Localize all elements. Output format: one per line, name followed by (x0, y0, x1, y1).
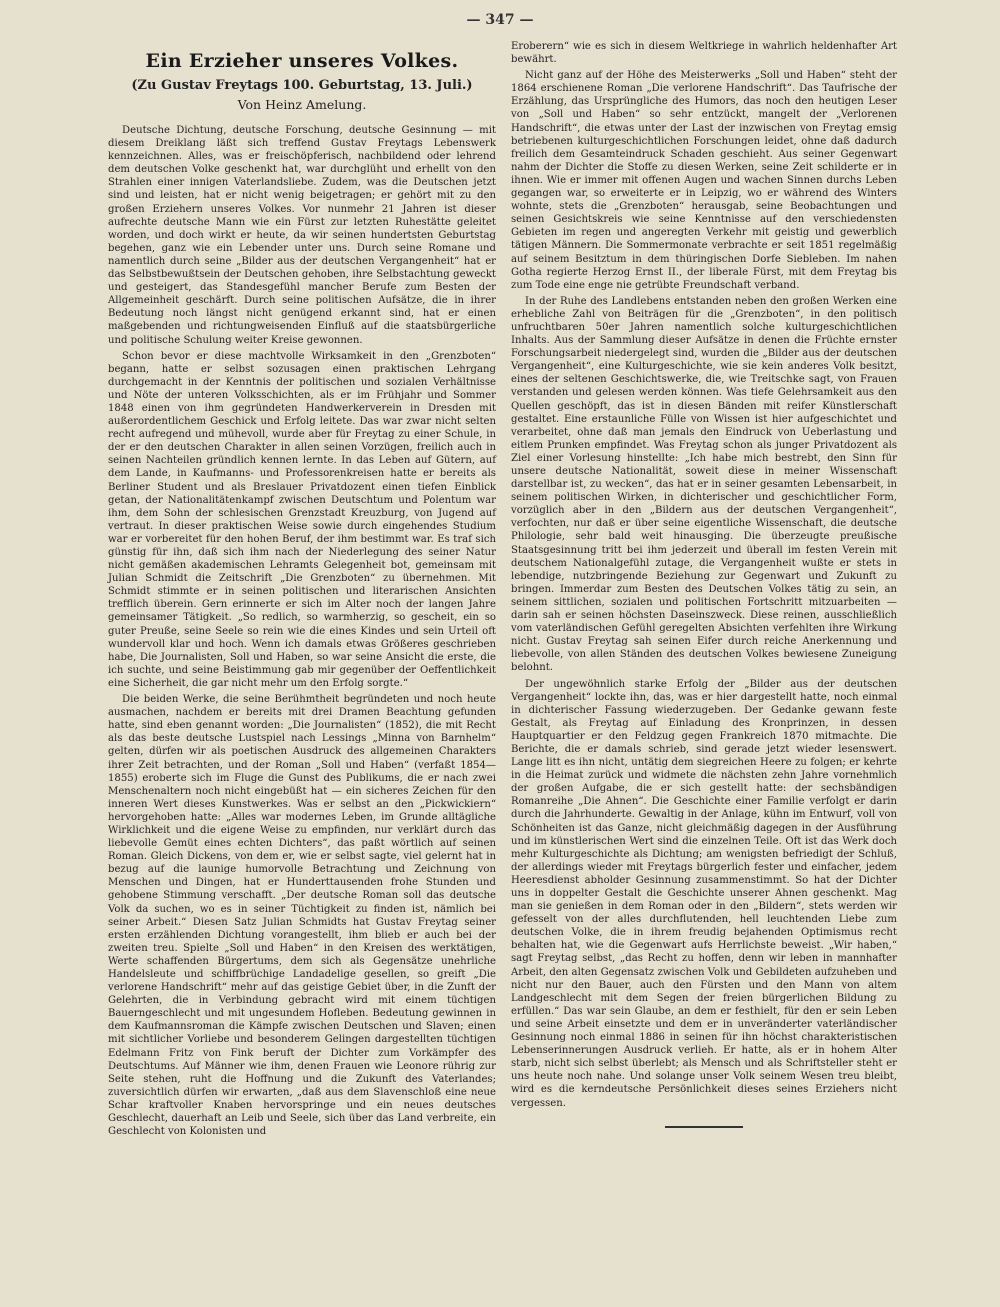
paragraph: Deutsche Dichtung, deutsche Forschung, deutsche Gesinnung — mit diesem Dreiklang läßt sich treffend Gustav Freytags Lebenswerk kennzeichnen. Alles, was er freischöpferisch, nachbildend oder lehrend dem deutschen Volke geschenkt hat, war durchglüht und erhellt von den Strahlen einer innigen Vaterlandsliebe. Zudem, was die Deutschen jetzt sind und leisten, hat er nicht wenig beigetragen; er gehört mit zu den großen Erziehern unseres Volkes. Vor nunmehr 21 Jahren ist dieser aufrechte deutsche Mann wie ein Fürst zur letzten Ruhestätte geleitet worden, und doch wirkt er heute, da wir seinen hundertsten Geburtstag begehen, ganz wie ein Lebender unter uns. Durch seine Romane und namentlich durch seine „Bilder aus der deutschen Vergangenheit“ hat er das Selbstbewußtsein der Deutschen gehoben, ihre Selbstachtung geweckt und gesteigert, das Standesgefühl mancher Berufe zum Besten der Allgemeinheit geschärft. Durch seine politischen Aufsätze, die in ihrer Bedeutung noch längst nicht genügend erkannt sind, hat er einen maßgebenden und richtungweisenden Einfluß auf die staatsbürgerliche und politische Schulung weiter Kreise gewonnen. (108, 125, 496, 346)
page-number: — 347 — (466, 12, 534, 28)
left-column (108, 40, 496, 1141)
end-rule (665, 1126, 743, 1128)
article-subtitle: (Zu Gustav Freytags 100. Geburtstag, 13. Juli.) (131, 78, 473, 93)
paragraph: Nicht ganz auf der Höhe des Meisterwerks „Soll und Haben“ steht der 1864 erschienene Roman „Die verlorene Handschrift“. Das Taufrische der Erzählung, das Ursprüngliche des Humors, das noch den heutigen Leser von „Soll und Haben“ so sehr entzückt, mangelt der „Verlorenen Handschrift“, die etwas unter der Last der inzwischen von Freytag emsig betriebenen kulturgeschichtlichen Forschungen leidet, ohne daß dadurch freilich dem Gesamteindruck Schaden geschieht. Aus seiner Gegenwart nahm der Dichter die Stoffe zu diesen Werken, seine Zeit schilderte er in ihnen. Wie er immer mit offenen Augen und wachen Sinnen durchs Leben gegangen war, so erweiterte er in Leipzig, wo er während des Winters wohnte, stets die „Grenzboten“ herausgab, seine Beobachtungen und seinen Gesichtskreis wie seine Kenntnisse auf den verschiedensten Gebieten im regen und angeregten Verkehr mit geistig und gewerblich tätigen Männern. Die Sommermonate verbrachte er seit 1851 regelmäßig auf seinem Besitztum in dem thüringischen Dorfe Siebleben. Im nahen Gotha regierte Herzog Ernst II., der liberale Fürst, mit dem Freytag bis zum Tode eine enge nie getrübte Freundschaft verband. (511, 70, 897, 291)
right-column (511, 40, 897, 1128)
article-author: Von Heinz Amelung. (237, 97, 367, 112)
article-title: Ein Erzieher unseres Volkes. (145, 50, 459, 72)
paragraph: Eroberern“ wie es sich in diesem Weltkriege in wahrlich heldenhafter Art bewährt. (511, 41, 897, 66)
paragraph: Die beiden Werke, die seine Berühmtheit begründeten und noch heute ausmachen, nachdem er bereits mit drei Dramen Beachtung gefunden hatte, sind eben genannt worden: „Die Journalisten“ (1852), die mit Recht als das beste deutsche Lustspiel nach Lessings „Minna von Barnhelm“ gelten, dürfen wir als poetischen Ausdruck des allgemeinen Charakters ihrer Zeit betrachten, und der Roman „Soll und Haben“ (verfaßt 1854—1855) eroberte sich im Fluge die Gunst des Publikums, die er nach zwei Menschenaltern noch nicht eingebüßt hat — ein sicheres Zeichen für den inneren Wert dieses Kunstwerkes. Was er selbst an den „Pickwickiern“ hervorgehoben hatte: „Alles war modernes Leben, im Grunde alltägliche Wirklichkeit und die eigene Weise zu empfinden, nur verklärt durch das liebevolle Gemüt eines echten Dichters“, das paßt wörtlich auf seinen Roman. Gleich Dickens, von dem er, wie er selbst sagte, viel gelernt hat in bezug auf die launige humorvolle Betrachtung und Zeichnung von Menschen und Dingen, hat er Hunderttausenden frohe Stunden und gehobene Stimmung verschafft. „Der deutsche Roman soll das deutsche Volk da suchen, wo es in seiner Tüchtigkeit zu finden ist, nämlich bei seiner Arbeit.“ Diesen Satz Julian Schmidts hat Gustav Freytag seiner ersten erzählenden Dichtung vorangestellt, ihm blieb er auch bei der zweiten treu. Spielte „Soll und Haben“ in den Kreisen des werktätigen, Werte schaffenden Bürgertums, dem sich als Gegensätze unehrliche Handelsleute und schiffbrüchige Landadelige gesellen, so greift „Die verlorene Handschrift“ mehr auf das geistige Gebiet über, in die Zunft der Gelehrten, die in Verbindung gebracht wird mit einem tüchtigen Bauerngeschlecht und mit ungesundem Hofleben. Bedeutung gewinnen in dem Kaufmannsroman die Kämpfe zwischen Deutschen und Slaven; einen mit sichtlicher Vorliebe und besonderem Gelingen dargestellten tüchtigen Edelmann Fritz von Fink beruft der Dichter zum Vorkämpfer des Deutschtums. Auf Männer wie ihm, denen Frauen wie Leonore rührig zur Seite stehen, ruht die Hoffnung und die Zukunft des Vaterlandes; zuversichtlich dürfen wir erwarten, „daß aus dem Slavenschloß eine neue Schar kraftvoller Knaben hervorspringe und ein neues deutsches Geschlecht, dauerhaft an Leib und Seele, sich über das Land verbreite, ein Geschlecht von Kolonisten und (108, 694, 496, 1138)
paragraph: Schon bevor er diese machtvolle Wirksamkeit in den „Grenzboten“ begann, hatte er selbst sozusagen einen praktischen Lehrgang durchgemacht in der Kenntnis der politischen und sozialen Verhältnisse und Nöte der unteren Volksschichten, als er im Frühjahr und Sommer 1848 einen von ihm gegründeten Handwerkerverein in Dresden mit außerordentlichem Geschick und Erfolg leitete. Das war zwar nicht selten recht aufregend und mühevoll, wurde aber für Freytag zu einer Schule, in der er den deutschen Charakter in allen seinen Vorzügen, freilich auch in seinen Nachteilen gründlich kennen lernte. In das Leben auf Gütern, auf dem Lande, in Kaufmanns- und Professorenkreisen hatte er bereits als Berliner Student und als Breslauer Privatdozent einen tiefen Einblick getan, der Nationalitätenkampf zwischen Deutschtum und Polentum war ihm, dem Sohn der schlesischen Grenzstadt Kreuzburg, von Jugend auf vertraut. In dieser praktischen Weise sowie durch eingehendes Studium war er vorbereitet für den hohen Beruf, der ihm bestimmt war. Es traf sich günstig für ihn, daß sich ihm nach der Niederlegung des seiner Natur nicht gemäßen akademischen Lehramts Gelegenheit bot, gemeinsam mit Julian Schmidt die Zeitschrift „Die Grenzboten“ zu übernehmen. Mit Schmidt stimmte er in seinen politischen und literarischen Ansichten trefflich überein. Gern erinnerte er sich im Alter noch der langen Jahre gemeinsamer Tätigkeit. „So redlich, so warmherzig, so gescheit, ein so guter Preuße, seine Seele so rein wie die eines Kindes und sein Urteil oft wundervoll klar und hoch. Wenn ich damals etwas Größeres geschrieben habe, Die Journalisten, Soll und Haben, so war seine Ansicht die erste, die ich suchte, und seine Beistimmung gab mir gegenüber der Oeffentlichkeit eine Sicherheit, die gar nicht mehr um den Erfolg sorgte.“ (108, 350, 496, 689)
paragraph: Der ungewöhnlich starke Erfolg der „Bilder aus der deutschen Vergangenheit“ lockte ihn, das, was er hier dargestellt hatte, noch einmal in dichterischer Fassung wiederzugeben. Der Gedanke gewann feste Gestalt, als Freytag auf Einladung des Kronprinzen, in dessen Hauptquartier er den Feldzug gegen Frankreich 1870 mitmachte. Die Berichte, die er damals schrieb, sind gerade jetzt wieder lesenswert. Lange litt es ihn nicht, untätig dem siegreichen Heere zu folgen; er kehrte in die Heimat zurück und widmete die nächsten zehn Jahre vornehmlich der großen Aufgabe, die er sich gestellt hatte: der sechsbändigen Romanreihe „Die Ahnen“. Die Geschichte einer Familie verfolgt er darin durch die Jahrhunderte. Gewaltig in der Anlage, kühn im Entwurf, voll von Schönheiten ist das Ganze, nicht gleichmäßig dagegen in der Ausführung und im künstlerischen Wert sind die einzelnen Teile. Oft ist das Werk doch mehr Kulturgeschichte als Dichtung; am wenigsten befriedigt der Schluß, der allerdings wieder mit Freytags bürgerlich fester und einfacher, jedem Heeresdienst abholder Gesinnung zusammenstimmt. So hat der Dichter uns in doppelter Gestalt die Geschichte unserer Ahnen geschenkt. Mag man sie genießen in dem Roman oder in den „Bildern“, stets werden wir gefesselt von der alles durchflutenden, hell leuchtenden Liebe zum deutschen Volke, die in ihrem freudig bejahenden Optimismus recht behalten hat, wie die Gegenwart aufs Herrlichste beweist. „Wir haben,“ sagt Freytag selbst, „das Recht zu hoffen, denn wir leben in mannhafter Arbeit, den alten Gegensatz zwischen Volk und Gebildeten aufzuheben und nicht nur den Bauer, auch den Fürsten und den Mann von altem Landgeschlecht mit dem Segen der freien bürgerlichen Bildung zu erfüllen.“ Das war sein Glaube, an dem er festhielt, für den er sein Leben und seine Arbeit einsetzte und dem er in unveränderter vaterländischer Gesinnung noch einmal 1886 in seinen für ihn höchst charakteristischen Lebenserinnerungen Ausdruck verlieh. Er hatte, als er in hohem Alter starb, nicht sich selbst überlebt; als Mensch und als Schriftsteller steht er uns heute noch nahe. Und solange unser Volk seinem Wesen treu bleibt, wird es die kerndeutsche Persönlichkeit dieses seines Erziehers nicht vergessen. (511, 678, 897, 1109)
paragraph: In der Ruhe des Landlebens entstanden neben den großen Werken eine erhebliche Zahl von Beiträgen für die „Grenzboten“, in den politisch unfruchtbaren 50er Jahren namentlich solche kulturgeschichtlichen Inhalts. Aus der Sammlung dieser Aufsätze in denen die Früchte ernster Forschungsarbeit niedergelegt sind, wurden die „Bilder aus der deutschen Vergangenheit“, eine Kulturgeschichte, wie sie kein anderes Volk besitzt, eines der seltenen Geschichtswerke, die, wie Treitschke sagt, von Frauen verstanden und gelesen werden können. Was tiefe Gelehrsamkeit aus den Quellen geschöpft, das ist in diesen Bänden mit reifer Künstlerschaft gestaltet. Eine erstaunliche Fülle von Wissen ist hier aufgeschichtet und verarbeitet, ohne daß man jemals den Eindruck von Ueberlastung und eitlem Prunken empfindet. Was Freytag schon als junger Privatdozent als Ziel einer Vorlesung hinstellte: „Ich habe mich bestrebt, den Sinn für unsere deutsche Nationalität, soweit diese in meiner Wissenschaft darstellbar ist, zu wecken“, das hat er in seiner gesamten Lebensarbeit, in seinem politischen Wirken, in dichterischer und geschichtlicher Form, vorzüglich aber in den „Bildern aus der deutschen Vergangenheit“, verfochten, nur daß er über seine eigentliche Wissenschaft, die deutsche Philologie, sehr bald weit hinausging. Die überzeugte preußische Staatsgesinnung tritt bei ihm jederzeit und überall im festen Verein mit deutschem Nationalgefühl zutage, die Vergangenheit wußte er stets in lebendige, nutzbringende Beziehung zur Gegenwart und Zukunft zu bringen. Immerdar zum Besten des Deutschen Volkes tätig zu sein, an seinem sittlichen, sozialen und politischen Fortschritt mitzuarbeiten — darin sah er seinen höchsten Daseinszweck. Diese reinen, ausschließlich vom vaterländischen Gefühl geregelten Absichten verfehlten ihre Wirkung nicht. Gustav Freytag sah seinen Eifer durch reiche Anerkennung und liebevolle, von allen Ständen des deutschen Volkes bewiesene Zuneigung belohnt. (511, 295, 897, 674)
